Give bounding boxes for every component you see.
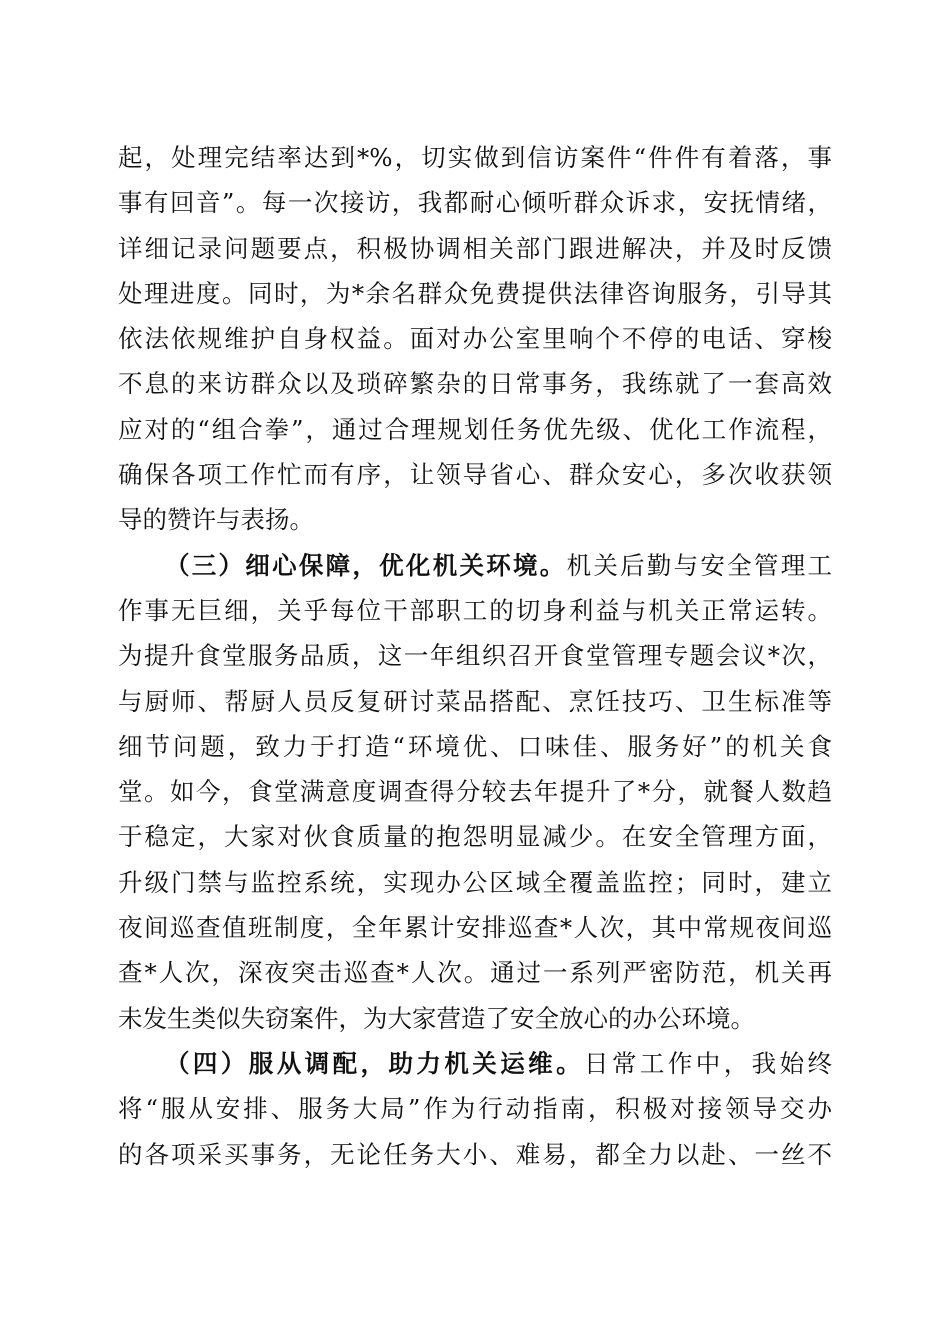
text-line: 确保各项工作忙而有序，让领导省心、群众安心，多次收获领 (118, 460, 832, 490)
text-line: 升级门禁与监控系统，实现办公区域全覆盖监控；同时，建立 (118, 867, 832, 897)
text-line: 作事无巨细，关乎每位干部职工的切身利益与机关正常运转。 (118, 595, 832, 625)
section-heading: （四）服从调配，助力机关运维。 (165, 1048, 585, 1078)
text-line: 的各项采买事务，无论任务大小、难易，都全力以赴、一丝不 (118, 1139, 832, 1169)
text-run: 日常工作中，我始终 (584, 1048, 833, 1078)
text-run: 机关后勤与安全管理工 (566, 550, 832, 580)
text-line: 夜间巡查值班制度，全年累计安排巡查*人次，其中常规夜间巡 (118, 913, 832, 943)
text-line: 应对的“组合拳”，通过合理规划任务优先级、优化工作流程， (118, 414, 832, 444)
text-line: 事有回音”。每一次接访，我都耐心倾听群众诉求，安抚情绪， (118, 188, 832, 218)
text-line: 导的赞许与表扬。 (118, 505, 314, 535)
text-line: 于稳定，大家对伙食质量的抱怨明显减少。在安全管理方面， (118, 822, 832, 852)
text-line: 与厨师、帮厨人员反复研讨菜品搭配、烹饪技巧、卫生标准等 (118, 686, 832, 716)
text-line: 详细记录问题要点，积极协调相关部门跟进解决，并及时反馈 (118, 233, 832, 263)
text-line: 查*人次，深夜突击巡查*人次。通过一系列严密防范，机关再 (118, 958, 832, 988)
text-line: 堂。如今，食堂满意度调查得分较去年提升了*分，就餐人数趋 (118, 777, 832, 807)
section-heading: （三）细心保障，优化机关环境。 (165, 550, 567, 580)
text-line: 起，处理完结率达到*%，切实做到信访案件“件件有着落，事 (118, 143, 832, 172)
section-heading-line (118, 543, 832, 588)
text-line: 未发生类似失窃案件，为大家营造了安全放心的办公环境。 (118, 1003, 755, 1033)
text-line: 将“服从安排、服务大局”作为行动指南，积极对接领导交办 (118, 1094, 832, 1124)
section-heading-line (118, 1041, 832, 1086)
text-line: 处理进度。同时，为*余名群众免费提供法律咨询服务，引导其 (118, 278, 832, 308)
text-line: 不息的来访群众以及琐碎繁杂的日常事务，我练就了一套高效 (118, 369, 832, 399)
document-body (118, 135, 832, 1177)
text-line: 细节问题，致力于打造“环境优、口味佳、服务好”的机关食 (118, 731, 832, 761)
text-line: 为提升食堂服务品质，这一年组织召开食堂管理专题会议*次， (118, 641, 832, 671)
text-line: 依法依规维护自身权益。面对办公室里响个不停的电话、穿梭 (118, 324, 832, 354)
